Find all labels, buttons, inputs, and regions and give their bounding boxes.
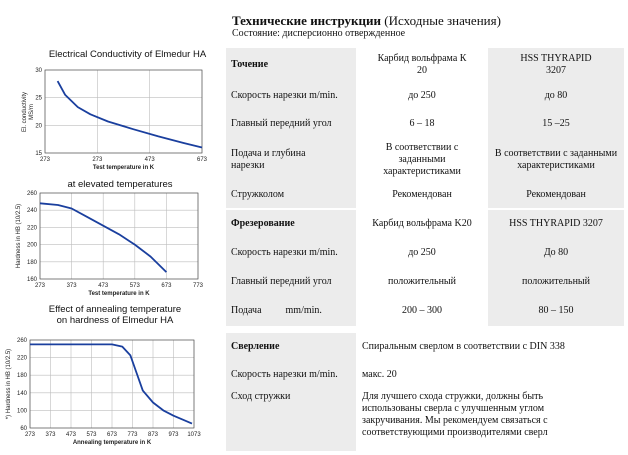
turning-title: Точение	[226, 48, 356, 82]
row-value-a-cell	[356, 389, 624, 451]
y-tick-label: 200	[26, 242, 37, 249]
row-value-a: макс. 20	[356, 361, 624, 389]
y-tick-label: 30	[35, 68, 42, 74]
x-tick-label: 973	[168, 432, 179, 438]
drilling-table	[226, 333, 624, 451]
y-tick-label: 20	[35, 123, 42, 130]
row-value-a: положительный	[356, 268, 488, 296]
row-label-unit: mm/min.	[285, 305, 322, 316]
x-tick-label: 473	[144, 157, 155, 163]
row-value-b: положительный	[488, 268, 624, 296]
x-tick-label: 773	[192, 283, 204, 289]
turning-col-a-text: Карбид вольфрама К 20	[377, 53, 467, 76]
x-tick-label: 873	[147, 432, 159, 438]
milling-col-a: Карбид вольфрама K20	[356, 210, 488, 238]
hardness-chart	[0, 185, 220, 300]
row-value-b: 15 –25	[488, 110, 624, 138]
hardness-chart-svg	[0, 185, 220, 300]
row-value-b: В соответствии с заданными характеристиками	[494, 148, 618, 171]
row-label: Скорость нарезки m/min.	[226, 238, 356, 268]
drilling-header-row	[226, 333, 624, 361]
table-row	[226, 138, 624, 182]
y-tick-label: 220	[16, 355, 27, 362]
milling-title: Фрезерование	[226, 210, 356, 238]
milling-header-row	[226, 210, 624, 238]
row-label-cell	[226, 296, 356, 326]
table-row	[226, 238, 624, 268]
row-label: Главный передний угол	[226, 268, 356, 296]
row-label: Скорость нарезки m/min.	[226, 82, 356, 110]
y-axis-label: *) Hardness in HB (10/2.5)	[6, 348, 12, 420]
drilling-col-a: Спиральным сверлом в соответствии с DIN 338	[356, 333, 624, 361]
y-tick-label: 100	[16, 408, 27, 415]
x-tick-label: 473	[98, 283, 109, 289]
table-row	[226, 182, 624, 208]
annealing-chart	[0, 330, 220, 452]
hardness-chart-title: at elevated temperatures	[67, 179, 173, 190]
x-tick-label: 673	[106, 432, 118, 438]
row-label: Главный передний угол	[226, 110, 356, 138]
x-tick-label: 373	[66, 283, 77, 289]
row-label-cell	[226, 138, 356, 182]
milling-table	[226, 210, 624, 326]
drilling-title: Сверление	[226, 333, 356, 361]
y-axis-label-line2: MS/m	[29, 104, 35, 120]
x-tick-label: 573	[86, 432, 97, 438]
row-value-b: Рекомендован	[488, 182, 624, 208]
table-row	[226, 296, 624, 326]
table-row	[226, 82, 624, 110]
x-tick-label: 1073	[187, 432, 201, 438]
annealing-title-line2: on hardness of Elmedur HA	[56, 315, 174, 326]
turning-col-b	[488, 48, 624, 82]
milling-col-b: HSS THYRAPID 3207	[488, 210, 624, 238]
plot-frame	[45, 70, 202, 153]
x-tick-label: 273	[34, 283, 46, 289]
x-tick-label: 273	[92, 157, 103, 163]
table-row	[226, 110, 624, 138]
x-tick-label: 673	[161, 283, 172, 289]
y-tick-label: 260	[16, 338, 27, 344]
y-tick-label: 15	[35, 151, 42, 157]
y-tick-label: 160	[26, 277, 37, 283]
row-label: Скорость нарезки m/min.	[226, 361, 356, 389]
annealing-chart-svg	[0, 330, 220, 452]
table-row	[226, 389, 624, 451]
row-value-b: До 80	[488, 238, 624, 268]
page-title-rest: (Исходные значения)	[381, 13, 501, 28]
turning-table	[226, 48, 624, 208]
row-value-a: 200 – 300	[356, 296, 488, 326]
y-tick-label: 180	[26, 259, 37, 266]
x-axis-label: Annealing temperature in K	[72, 440, 152, 446]
row-value-a: до 250	[356, 82, 488, 110]
turning-header-row	[226, 48, 624, 82]
y-axis-label-line1: El. conductivity	[22, 91, 28, 133]
x-axis-label: Test temperature in K	[88, 291, 150, 297]
turning-col-a	[356, 48, 488, 82]
annealing-title-line1: Effect of annealing temperature	[48, 304, 182, 315]
conductivity-chart-svg	[0, 60, 220, 170]
y-tick-label: 25	[35, 95, 42, 102]
conductivity-chart	[0, 60, 220, 170]
x-tick-label: 573	[129, 283, 140, 289]
row-value-b: до 80	[488, 82, 624, 110]
y-axis-label: Hardness in HB (10/2.5)	[16, 203, 22, 269]
table-row	[226, 268, 624, 296]
page-title-bold: Технические инструкции	[232, 13, 382, 28]
y-tick-label: 220	[26, 225, 37, 232]
row-value-a: до 250	[356, 238, 488, 268]
turning-col-b-text: HSS THYRAPID 3207	[520, 53, 592, 76]
x-tick-label: 473	[65, 432, 77, 438]
y-tick-label: 180	[16, 373, 27, 380]
y-tick-label: 140	[16, 390, 27, 397]
row-value-a: 6 – 18	[356, 110, 488, 138]
annealing-chart-title	[20, 304, 210, 326]
page-subtitle: Состояние: дисперсионно отвержденное	[232, 28, 406, 39]
table-row	[226, 361, 624, 389]
x-tick-label: 273	[24, 432, 36, 438]
row-value-a: Для лучшего схода стружки, должны быть использованы сверла с улучшенным углом закручивания. Мы рекомендуем связаться с соответствующими производителями сверл	[362, 391, 548, 438]
y-tick-label: 240	[26, 208, 37, 215]
x-tick-label: 273	[39, 157, 51, 163]
row-label: Стружколом	[226, 182, 356, 208]
row-value-a: Рекомендован	[356, 182, 488, 208]
y-tick-label: 60	[20, 426, 27, 432]
x-axis-label: Test temperature in K	[92, 165, 155, 171]
series-line	[30, 344, 192, 423]
conductivity-chart-title: Electrical Conductivity of Elmedur HA	[48, 49, 207, 60]
row-label: Сход стружки	[226, 389, 356, 451]
row-label: Подача	[231, 305, 262, 316]
x-tick-label: 673	[196, 157, 208, 163]
y-tick-label: 260	[26, 191, 37, 197]
row-label: Подача и глубина нарезки	[231, 148, 306, 171]
x-tick-label: 373	[45, 432, 56, 438]
row-value-b-cell	[488, 138, 624, 182]
series-line	[58, 81, 202, 147]
page-title	[232, 13, 501, 29]
row-value-a: В соответствии с заданными характеристиками	[383, 142, 461, 177]
x-tick-label: 773	[127, 432, 138, 438]
row-value-a-cell	[356, 138, 488, 182]
row-value-b: 80 – 150	[488, 296, 624, 326]
